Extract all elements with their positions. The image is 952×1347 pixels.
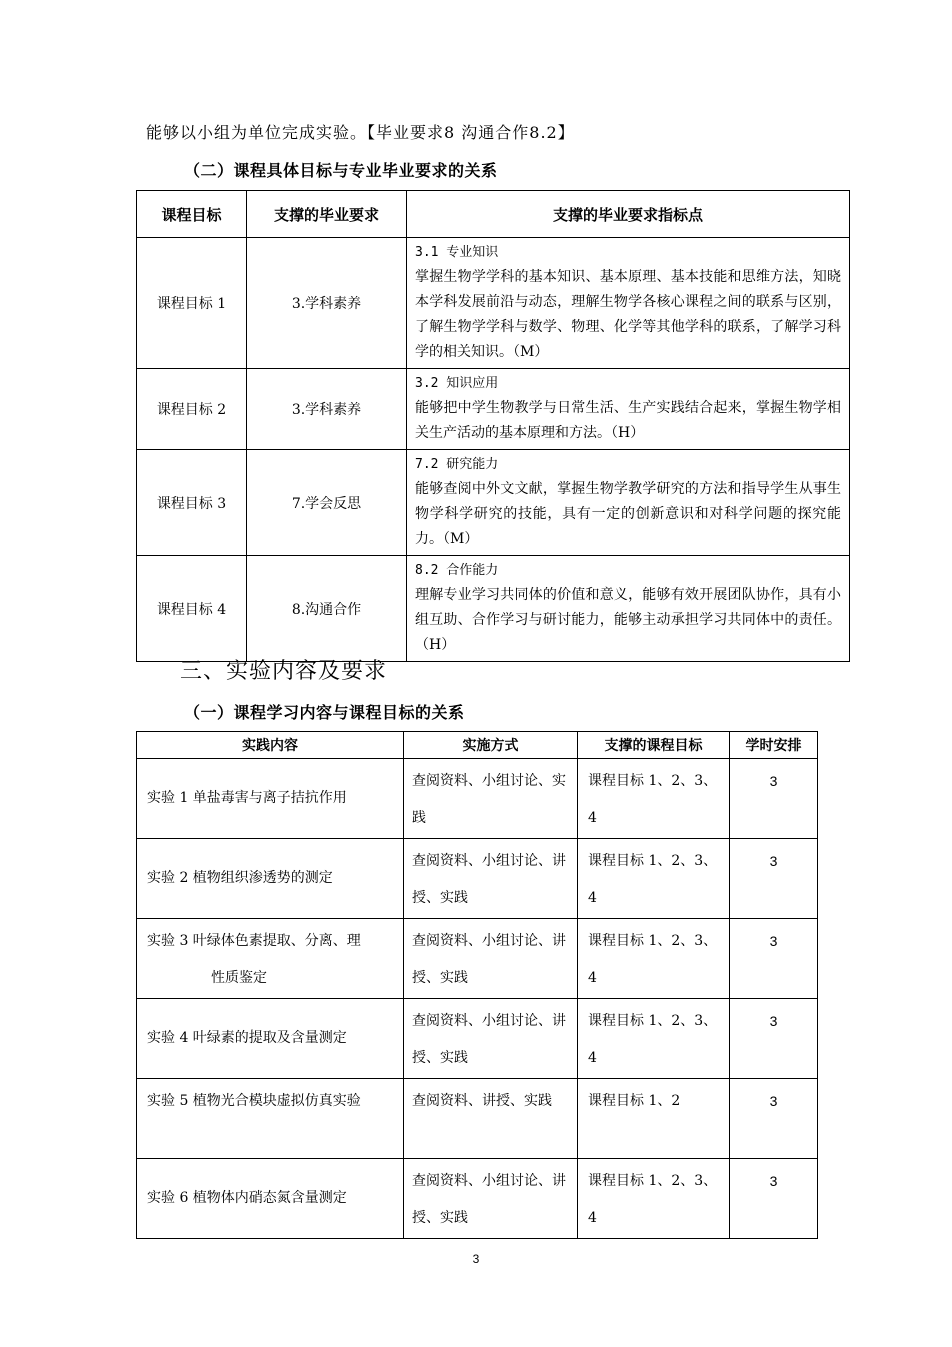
- table-row: [137, 556, 850, 662]
- indicator-text: 能够把中学生物教学与日常生活、生产实践结合起来，掌握生物学相关生产活动的基本原理和方法。（H）: [415, 400, 841, 441]
- content-goals-table: [136, 731, 818, 1239]
- goals-cell: 课程目标 1、2、3、4: [578, 999, 730, 1079]
- indicator-title: 3.2 知识应用: [415, 376, 499, 391]
- method-cell: 查阅资料、小组讨论、实践: [404, 759, 578, 839]
- goals-cell: 课程目标 1、2、3、4: [578, 919, 730, 999]
- header-content: 实践内容: [137, 732, 404, 759]
- intro-line: 能够以小组为单位完成实验。【毕业要求8 沟通合作8.2】: [146, 123, 575, 142]
- indicator-text: 理解专业学习共同体的价值和意义，能够有效开展团队协作，具有小组互助、合作学习与研讨能力，能够主动承担学习共同体中的责任。（H）: [415, 587, 841, 653]
- indicator-text: 掌握生物学学科的基本知识、基本原理、基本技能和思维方法，知晓本学科发展前沿与动态，理解生物学各核心课程之间的联系与区别，了解生物学学科与数学、物理、化学等其他学科的联系，了解学习科学的相关知识。（M）: [415, 269, 841, 360]
- hours-cell: 3: [730, 839, 818, 919]
- table-row: [137, 839, 818, 919]
- requirement-cell: 7.学会反思: [247, 450, 407, 556]
- goals-cell: 课程目标 1、2、3、4: [578, 759, 730, 839]
- goal-cell: 课程目标 4: [137, 556, 247, 662]
- header-method: 实施方式: [404, 732, 578, 759]
- table-row: [137, 450, 850, 556]
- goals-cell: 课程目标 1、2、3、4: [578, 1159, 730, 1239]
- goal-cell: 课程目标 2: [137, 369, 247, 450]
- section-2-title: （二）课程具体目标与专业毕业要求的关系: [184, 161, 498, 180]
- indicator-cell: [407, 238, 850, 369]
- table-row: [137, 999, 818, 1079]
- table-row: [137, 1159, 818, 1239]
- section-3-1-title: （一）课程学习内容与课程目标的关系: [184, 703, 465, 722]
- method-cell: 查阅资料、小组讨论、讲授、实践: [404, 999, 578, 1079]
- indicator-cell: [407, 369, 850, 450]
- hours-cell: 3: [730, 999, 818, 1079]
- method-cell: 查阅资料、小组讨论、讲授、实践: [404, 919, 578, 999]
- method-cell: 查阅资料、讲授、实践: [404, 1079, 578, 1159]
- indicator-title: 3.1 专业知识: [415, 245, 499, 260]
- header-goal: 课程目标: [137, 191, 247, 238]
- header-requirement: 支撑的毕业要求: [247, 191, 407, 238]
- indicator-cell: [407, 450, 850, 556]
- method-cell: 查阅资料、小组讨论、讲授、实践: [404, 1159, 578, 1239]
- hours-cell: 3: [730, 759, 818, 839]
- header-goals: 支撑的课程目标: [578, 732, 730, 759]
- section-3-title: 三、实验内容及要求: [180, 659, 388, 684]
- header-indicator: 支撑的毕业要求指标点: [407, 191, 850, 238]
- content-cell: [137, 919, 404, 999]
- content-cell: 实验 6 植物体内硝态氮含量测定: [137, 1159, 404, 1239]
- table-row: [137, 369, 850, 450]
- table-row: [137, 1079, 818, 1159]
- method-cell: 查阅资料、小组讨论、讲授、实践: [404, 839, 578, 919]
- indicator-cell: [407, 556, 850, 662]
- content-line-1: 实验 3 叶绿体色素提取、分离、理: [147, 933, 361, 949]
- indicator-title: 8.2 合作能力: [415, 563, 499, 578]
- content-cell: 实验 1 单盐毒害与离子拮抗作用: [137, 759, 404, 839]
- table-row: [137, 759, 818, 839]
- requirement-cell: 8.沟通合作: [247, 556, 407, 662]
- content-cell: 实验 4 叶绿素的提取及含量测定: [137, 999, 404, 1079]
- table-header-row: [137, 732, 818, 759]
- goals-cell: 课程目标 1、2、3、4: [578, 839, 730, 919]
- requirement-cell: 3.学科素养: [247, 369, 407, 450]
- goal-cell: 课程目标 1: [137, 238, 247, 369]
- content-cell: 实验 2 植物组织渗透势的测定: [137, 839, 404, 919]
- table-row: [137, 238, 850, 369]
- hours-cell: 3: [730, 1079, 818, 1159]
- header-hours: 学时安排: [730, 732, 818, 759]
- table-header-row: [137, 191, 850, 238]
- indicator-text: 能够查阅中外文文献，掌握生物学教学研究的方法和指导学生从事生物学科学研究的技能，具有一定的创新意识和对科学问题的探究能力。（M）: [415, 481, 841, 547]
- hours-cell: 3: [730, 1159, 818, 1239]
- goals-requirements-table: [136, 190, 850, 662]
- goal-cell: 课程目标 3: [137, 450, 247, 556]
- requirement-cell: 3.学科素养: [247, 238, 407, 369]
- hours-cell: 3: [730, 919, 818, 999]
- content-cell: 实验 5 植物光合模块虚拟仿真实验: [137, 1079, 404, 1159]
- indicator-title: 7.2 研究能力: [415, 457, 499, 472]
- content-line-2: 性质鉴定: [211, 970, 267, 986]
- page-number: 3: [472, 1252, 480, 1266]
- table-row: [137, 919, 818, 999]
- goals-cell: 课程目标 1、2: [578, 1079, 730, 1159]
